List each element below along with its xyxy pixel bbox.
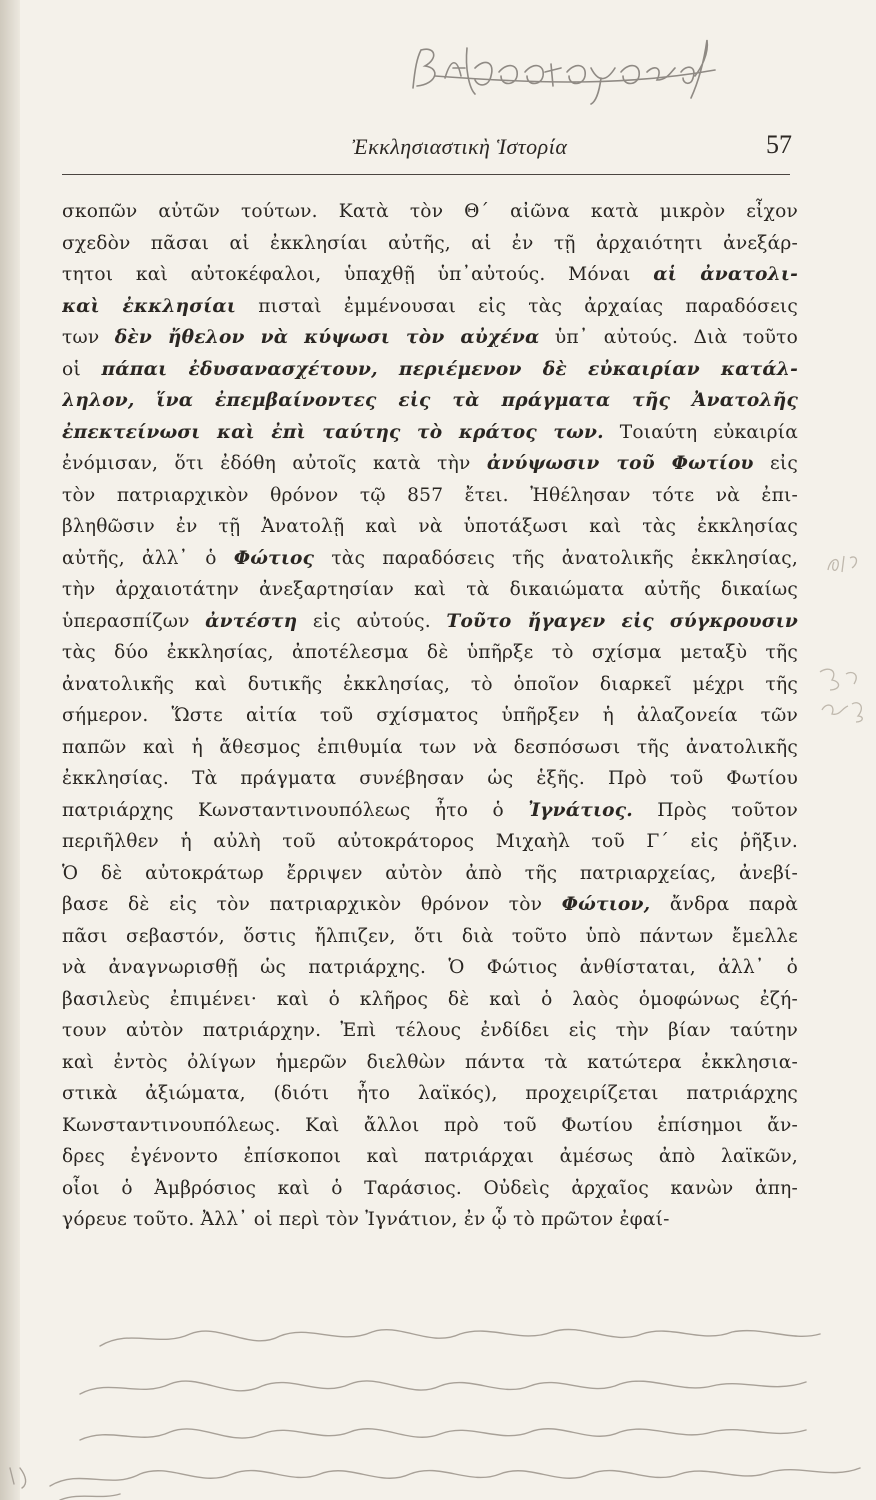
text-line — [62, 196, 798, 228]
text-span: βασε δὲ εἰς τὸν πατριαρχικὸν θρόνον τὸν — [62, 894, 562, 915]
text-line — [62, 354, 798, 386]
text-line — [62, 921, 798, 953]
text-span: νὰ ἀναγνωρισθῇ ὡς πατριάρχης. Ὁ Φώτιος ἀνθίσταται, ἀλλ᾽ ὁ — [62, 957, 798, 978]
text-span: τὰς δύο ἐκκλησίας, ἀποτέλεσμα δὲ ὑπῆρξε τὸ σχίσμα μεταξὺ τῆς — [62, 642, 798, 663]
text-line — [62, 385, 798, 417]
text-line — [62, 1204, 798, 1236]
text-span: πατριάρχης Κωνσταντινουπόλεως ἦτο ὁ — [62, 799, 529, 821]
handwritten-notes — [0, 1318, 876, 1500]
text-span: τὰς παραδόσεις τῆς ἀνατολικῆς ἐκκλησίας, — [314, 547, 798, 569]
text-span: ἀνατολικῆς καὶ δυτικῆς ἐκκλησίας, τὸ ὁποῖον διαρκεῖ μέχρι τῆς — [62, 673, 798, 695]
text-line — [62, 732, 798, 764]
running-header — [62, 128, 792, 168]
text-span: τητοι καὶ αὐτοκέφαλοι, ὑπαχθῇ ὑπ᾽αὐτούς. Μόναι — [62, 264, 654, 285]
text-line — [62, 574, 798, 606]
text-line — [62, 448, 798, 480]
emphasis-text: πάπαι ἐδυσανασχέτουν, περιέμενον δὲ εὐκαιρίαν κατάλ- — [101, 358, 798, 380]
text-line — [62, 826, 798, 858]
text-line — [62, 228, 798, 260]
header-rule — [62, 174, 790, 175]
handwritten-signature — [395, 28, 725, 108]
text-line — [62, 1015, 798, 1047]
emphasis-text: ἀνύψωσιν τοῦ Φωτίου — [486, 453, 754, 474]
text-span: εἰς αὐτούς. — [297, 610, 447, 632]
text-line — [62, 1141, 798, 1173]
text-span: περιῆλθεν ἡ αὐλὴ τοῦ αὐτοκράτορος Μιχαὴλ τοῦ Γ΄ εἰς ῥῆξιν. — [62, 831, 798, 852]
margin-note — [812, 660, 872, 734]
text-span: γόρευε τοῦτο. Ἀλλ᾽ οἱ περὶ τὸν Ἰγνάτιον, ἐν ᾧ τὸ πρῶτον ἐφαί- — [62, 1209, 670, 1230]
text-line — [62, 543, 798, 575]
text-span: βληθῶσιν ἐν τῇ Ἀνατολῇ καὶ νὰ ὑποτάξωσι καὶ τὰς ἐκκλησίας — [62, 516, 798, 537]
emphasis-text: Φώτιος — [233, 547, 315, 569]
text-span: ὑπερασπίζων — [62, 610, 206, 632]
text-span: αὐτῆς, ἀλλ᾽ ὁ — [62, 547, 234, 569]
emphasis-text: Τοῦτο ἤγαγεν εἰς σύγκρουσιν — [446, 610, 798, 632]
page-number: 57 — [766, 130, 792, 159]
emphasis-text: αἱ ἀνατολι- — [653, 264, 798, 285]
text-line — [62, 700, 798, 732]
text-line — [62, 606, 798, 638]
text-line — [62, 1110, 798, 1142]
margin-note — [822, 548, 862, 582]
page-edge — [0, 0, 20, 1500]
text-span: στικὰ ἀξιώματα, (διότι ἦτο λαϊκός), προχειρίζεται πατριάρχης — [62, 1083, 798, 1104]
text-span: Ὁ δὲ αὐτοκράτωρ ἔρριψεν αὐτὸν ἀπὸ τῆς πατριαρχείας, ἀνεβί- — [62, 862, 798, 884]
text-span: τὴν ἀρχαιοτάτην ἀνεξαρτησίαν καὶ τὰ δικαιώματα αὐτῆς δικαίως — [62, 579, 798, 600]
text-span: παπῶν καὶ ἡ ἄθεσμος ἐπιθυμία των νὰ δεσπόσωσι τῆς ἀνατολικῆς — [62, 736, 798, 758]
text-span: σχεδὸν πᾶσαι αἱ ἐκκλησίαι αὐτῆς, αἱ ἐν τῇ ἀρχαιότητι ἀνεξάρ- — [62, 232, 798, 254]
text-span: ἐνόμισαν, ὅτι ἐδόθη αὐτοῖς κατὰ τὴν — [62, 453, 487, 474]
text-span: ὑπ᾽ αὐτούς. Διὰ τοῦτο — [539, 327, 798, 348]
text-line — [62, 1078, 798, 1110]
text-line — [62, 984, 798, 1016]
text-line — [62, 259, 798, 291]
emphasis-text: καὶ ἐκκλησίαι — [62, 295, 237, 317]
text-span: πισταὶ ἐμμένουσαι εἰς τὰς ἀρχαίας παραδόσεις — [236, 295, 798, 317]
emphasis-text: ἐπεκτείνωσι καὶ ἐπὶ ταύτης τὸ κράτος των. — [62, 421, 604, 443]
text-line — [62, 952, 798, 984]
text-line — [62, 1047, 798, 1079]
text-span: βασιλεὺς ἐπιμένει· καὶ ὁ κλῆρος δὲ καὶ ὁ λαὸς ὁμοφώνως ἐζή- — [62, 988, 798, 1010]
emphasis-text: Ἰγνάτιος. — [528, 799, 633, 821]
text-span: Πρὸς τοῦτον — [632, 799, 798, 821]
running-title: Ἐκκλησιαστικὴ Ἱστορία — [352, 134, 568, 159]
text-span: των — [62, 327, 115, 348]
emphasis-text: Φώτιον, — [561, 894, 651, 915]
text-span: δρες ἐγένοντο ἐπίσκοποι καὶ πατριάρχαι ἀμέσως ἀπὸ λαϊκῶν, — [62, 1146, 798, 1167]
text-span: εἰς — [753, 453, 798, 474]
text-span: ἐκκλησίας. Τὰ πράγματα συνέβησαν ὡς ἑξῆς. Πρὸ τοῦ Φωτίου — [62, 768, 798, 789]
text-span: καὶ ἐντὸς ὀλίγων ἡμερῶν διελθὼν πάντα τὰ κατώτερα ἐκκλησια- — [62, 1051, 798, 1073]
text-line — [62, 291, 798, 323]
text-line — [62, 669, 798, 701]
text-span: οἷοι ὁ Ἀμβρόσιος καὶ ὁ Ταράσιος. Οὐδεὶς ἀρχαῖος κανὼν ἀπη- — [62, 1177, 798, 1199]
body-text — [62, 196, 798, 1236]
text-span: τὸν πατριαρχικὸν θρόνον τῷ 857 ἔτει. Ἠθέλησαν τότε νὰ ἐπι- — [62, 484, 798, 506]
text-span: πᾶσι σεβαστόν, ὅστις ἤλπιζεν, ὅτι διὰ τοῦτο ὑπὸ πάντων ἔμελλε — [62, 925, 798, 947]
text-line — [62, 322, 798, 354]
text-line — [62, 417, 798, 449]
text-span: Κωνσταντινουπόλεως. Καὶ ἄλλοι πρὸ τοῦ Φωτίου ἐπίσημοι ἄν- — [62, 1114, 798, 1136]
text-span: σήμερον. Ὥστε αἰτία τοῦ σχίσματος ὑπῆρξεν ἡ ἀλαζονεία τῶν — [62, 705, 798, 726]
text-line — [62, 637, 798, 669]
text-span: οἱ — [62, 358, 102, 380]
text-line — [62, 889, 798, 921]
text-span: τουν αὐτὸν πατριάρχην. Ἐπὶ τέλους ἐνδίδει εἰς τὴν βίαν ταύτην — [62, 1020, 798, 1041]
text-line — [62, 858, 798, 890]
text-line — [62, 763, 798, 795]
text-span: σκοπῶν αὐτῶν τούτων. Κατὰ τὸν Θ΄ αἰῶνα κατὰ μικρὸν εἶχον — [62, 201, 798, 222]
text-line — [62, 480, 798, 512]
text-line — [62, 795, 798, 827]
emphasis-text: ἀντέστη — [205, 610, 298, 632]
text-line — [62, 511, 798, 543]
text-span: Τοιαύτη εὐκαιρία — [603, 421, 798, 443]
emphasis-text: ληλον, ἵνα ἐπεμβαίνοντες εἰς τὰ πράγματα τῆς Ἀνατολῆς — [62, 390, 798, 411]
emphasis-text: δὲν ἤθελον νὰ κύψωσι τὸν αὐχένα — [114, 327, 540, 348]
text-span: ἄνδρα παρὰ — [650, 894, 798, 915]
text-line — [62, 1173, 798, 1205]
